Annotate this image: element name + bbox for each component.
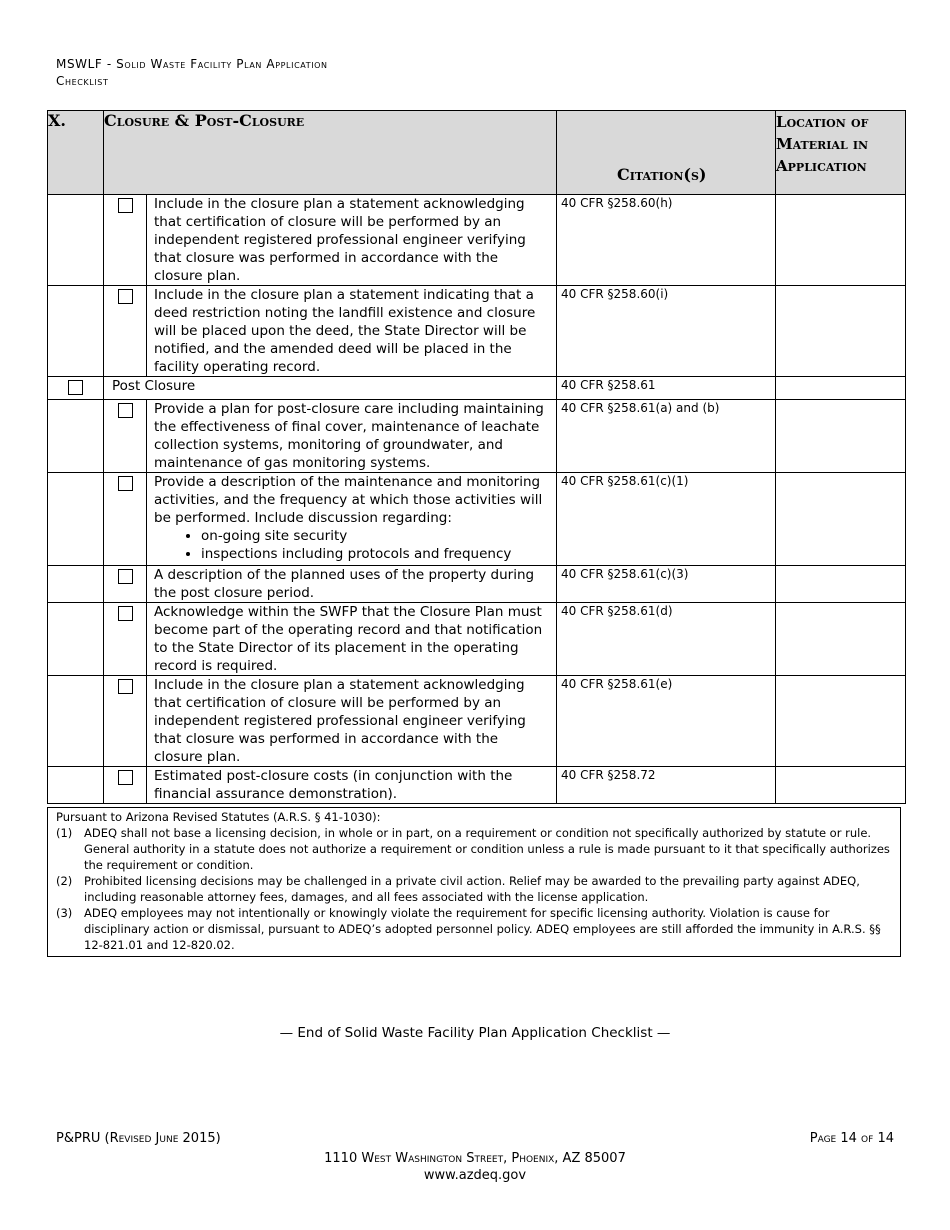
- location-cell[interactable]: [776, 566, 906, 603]
- citation: 40 CFR §258.61(a) and (b): [557, 400, 776, 473]
- checkbox[interactable]: [118, 606, 133, 621]
- citation: 40 CFR §258.61(c)(3): [557, 566, 776, 603]
- citation: 40 CFR §258.60(i): [557, 286, 776, 377]
- notice-item-number: (1): [56, 826, 73, 840]
- bullet-list: [154, 527, 550, 563]
- requirement-text: Estimated post-closure costs (in conjunction with the financial assurance demonstration).: [147, 767, 557, 804]
- location-cell[interactable]: [776, 603, 906, 676]
- requirement-text-body: Provide a description of the maintenance and monitoring activities, and the frequency at which those activities will be performed. Include discussion regarding:: [154, 474, 543, 526]
- notice-intro: Pursuant to Arizona Revised Statutes (A.R.S. § 41-1030):: [56, 810, 381, 824]
- notice-item-number: (2): [56, 874, 73, 888]
- notice-item-text: ADEQ shall not base a licensing decision, in whole or in part, on a requirement or condition not specifically authorized by statute or rule. General authority in a statute does not authorize a requirement or condition unless a rule is made pursuant to it that specifically authorizes the requirement or condition.: [84, 826, 890, 872]
- checkbox[interactable]: [118, 403, 133, 418]
- checkbox[interactable]: [118, 476, 133, 491]
- location-cell[interactable]: [776, 377, 906, 400]
- table-row: [48, 195, 906, 286]
- checkbox[interactable]: [118, 569, 133, 584]
- requirement-text: A description of the planned uses of the property during the post closure period.: [147, 566, 557, 603]
- document-header: [56, 56, 328, 90]
- checkbox[interactable]: [118, 679, 133, 694]
- requirement-text: [147, 473, 557, 566]
- col-header-x: X.: [48, 111, 104, 195]
- notice-item-text: Prohibited licensing decisions may be challenged in a private civil action. Relief may be awarded to the prevailing party against ADEQ, including reasonable attorney fees, damages, and all fees associated with the license application.: [84, 874, 860, 904]
- location-cell[interactable]: [776, 286, 906, 377]
- checkbox[interactable]: [118, 289, 133, 304]
- citation: 40 CFR §258.61: [557, 377, 776, 400]
- table-row: [48, 566, 906, 603]
- location-cell[interactable]: [776, 676, 906, 767]
- footer-address: 1110 West Washington Street, Phoenix, AZ 85007: [324, 1151, 626, 1166]
- section-row-post-closure: [48, 377, 906, 400]
- section-checkbox[interactable]: [68, 380, 83, 395]
- col-header-title: Closure & Post-Closure: [104, 111, 557, 195]
- table-row: [48, 286, 906, 377]
- table-row: [48, 603, 906, 676]
- checkbox[interactable]: [118, 198, 133, 213]
- notice-item: [56, 825, 900, 873]
- bullet-item: • inspections including protocols and frequency: [201, 545, 550, 563]
- requirement-text: Include in the closure plan a statement acknowledging that certification of closure will be performed by an independent registered professional engineer verifying that closure was performed in accordance with the closure plan.: [147, 195, 557, 286]
- location-cell[interactable]: [776, 473, 906, 566]
- header-subtitle: Checklist: [56, 74, 109, 88]
- notice-item: [56, 905, 900, 953]
- requirement-text: Include in the closure plan a statement acknowledging that certification of closure will be performed by an independent registered professional engineer verifying that closure was performed in accordance with the closure plan.: [147, 676, 557, 767]
- notice-item: [56, 873, 900, 905]
- statute-notice-box: [47, 807, 901, 957]
- checklist-table: [47, 110, 906, 804]
- requirement-text: Include in the closure plan a statement indicating that a deed restriction noting the landfill existence and closure will be placed upon the deed, the State Director will be notified, and the amended deed will be placed in the facility operating record.: [147, 286, 557, 377]
- location-cell[interactable]: [776, 400, 906, 473]
- footer-address-block: [0, 1150, 950, 1184]
- footer-revision: P&PRU (Revised June 2015): [56, 1131, 221, 1146]
- checkbox[interactable]: [118, 770, 133, 785]
- footer-website[interactable]: www.azdeq.gov: [423, 1168, 527, 1183]
- citation: 40 CFR §258.61(d): [557, 603, 776, 676]
- citation: 40 CFR §258.61(e): [557, 676, 776, 767]
- location-cell[interactable]: [776, 195, 906, 286]
- table-row: [48, 767, 906, 804]
- col-header-location: Location of Material in Application: [776, 111, 906, 195]
- bullet-item: • on-going site security: [201, 527, 550, 545]
- notice-item-text: ADEQ employees may not intentionally or knowingly violate the requirement for specific licensing authority. Violation is cause for disciplinary action or dismissal, pursuant to ADEQ’s adopted personnel policy. ADEQ employees are still afforded the immunity in A.R.S. §§ 12-821.01 and 12-820.02.: [84, 906, 881, 952]
- notice-item-number: (3): [56, 906, 73, 920]
- citation: 40 CFR §258.60(h): [557, 195, 776, 286]
- requirement-text: Provide a plan for post-closure care including maintaining the effectiveness of final cover, maintenance of leachate collection systems, monitoring of groundwater, and maintenance of gas monitoring systems.: [147, 400, 557, 473]
- requirement-text: Acknowledge within the SWFP that the Closure Plan must become part of the operating record and that notification to the State Director of its placement in the operating record is required.: [147, 603, 557, 676]
- table-row: [48, 676, 906, 767]
- end-of-checklist: — End of Solid Waste Facility Plan Application Checklist —: [279, 1025, 671, 1041]
- table-row: [48, 473, 906, 566]
- col-header-citation: Citation(s): [557, 111, 776, 195]
- section-title: Post Closure: [104, 377, 557, 400]
- header-title: MSWLF - Solid Waste Facility Plan Application: [56, 57, 328, 71]
- citation: 40 CFR §258.61(c)(1): [557, 473, 776, 566]
- table-row: [48, 400, 906, 473]
- citation: 40 CFR §258.72: [557, 767, 776, 804]
- table-header-row: [48, 111, 906, 195]
- location-cell[interactable]: [776, 767, 906, 804]
- footer-page-number: Page 14 of 14: [809, 1131, 894, 1146]
